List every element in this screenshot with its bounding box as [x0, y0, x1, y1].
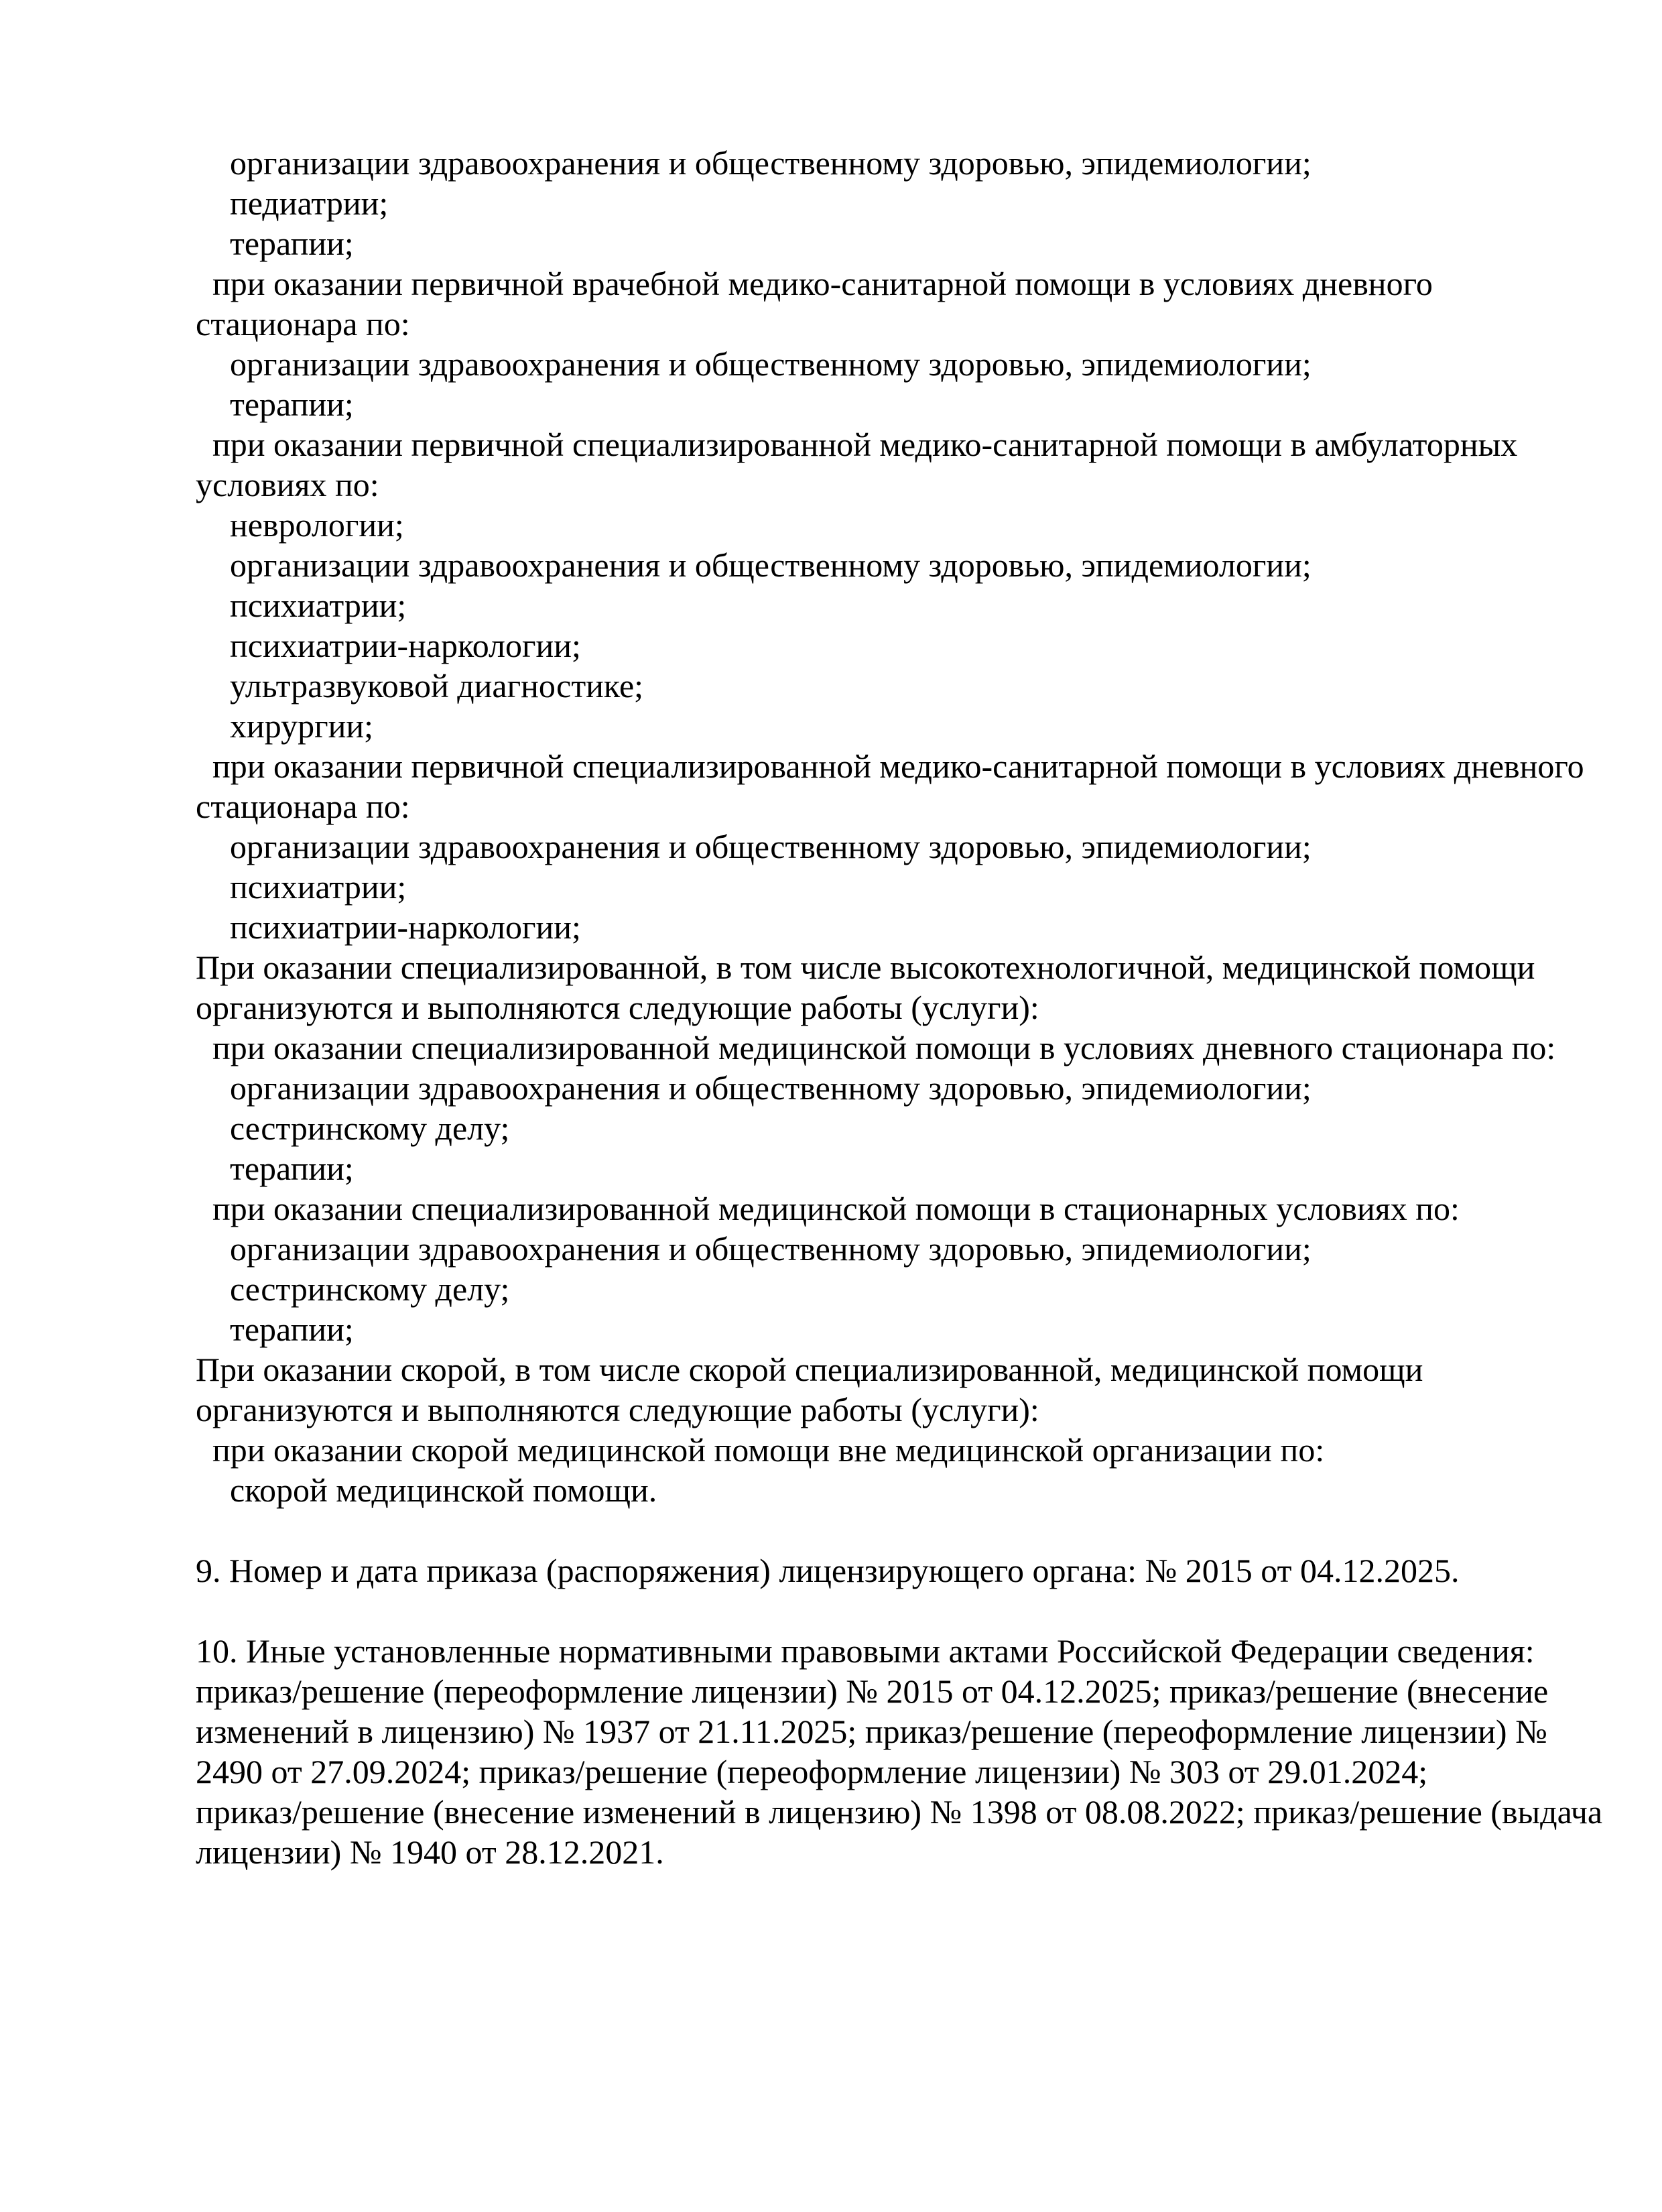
- blank-line: [196, 1510, 1570, 1550]
- text-line: 9. Номер и дата приказа (распоряжения) лицензирующего органа: № 2015 от 04.12.2025.: [196, 1552, 1460, 1589]
- text-line: терапии;: [230, 385, 354, 423]
- text-line: хирургии;: [230, 707, 374, 745]
- text-line: психиатрии;: [230, 868, 407, 906]
- text-line: ультразвуковой диагностике;: [230, 667, 644, 704]
- document-body: [196, 143, 1603, 1872]
- text-line: сестринскому делу;: [230, 1270, 510, 1308]
- text-line: терапии;: [230, 1310, 354, 1348]
- text-line: организации здравоохранения и общественному здоровью, эпидемиологии;: [230, 345, 1312, 383]
- text-line: изменений в лицензию) № 1937 от 21.11.2025; приказ/решение (переоформление лицензии) №: [196, 1713, 1547, 1750]
- text-line: организации здравоохранения и общественному здоровью, эпидемиологии;: [230, 144, 1312, 182]
- text-line: терапии;: [230, 225, 354, 262]
- text-line: при оказании скорой медицинской помощи вне медицинской организации по:: [212, 1431, 1325, 1469]
- text-line: лицензии) № 1940 от 28.12.2021.: [196, 1833, 664, 1871]
- text-line: При оказании скорой, в том числе скорой специализированной, медицинской помощи: [196, 1351, 1423, 1388]
- text-line: стационара по:: [196, 305, 410, 343]
- text-line: организации здравоохранения и общественному здоровью, эпидемиологии;: [230, 546, 1312, 584]
- text-line: приказ/решение (переоформление лицензии) № 2015 от 04.12.2025; приказ/решение (внесение: [196, 1672, 1549, 1710]
- text-line: скорой медицинской помощи.: [230, 1471, 657, 1509]
- text-line: при оказании специализированной медицинской помощи в стационарных условиях по:: [212, 1190, 1460, 1227]
- text-line: 2490 от 27.09.2024; приказ/решение (переоформление лицензии) № 303 от 29.01.2024;: [196, 1753, 1428, 1790]
- text-line: приказ/решение (внесение изменений в лицензию) № 1398 от 08.08.2022; приказ/решение (выдача: [196, 1793, 1603, 1831]
- text-line: неврологии;: [230, 506, 404, 544]
- text-line: При оказании специализированной, в том числе высокотехнологичной, медицинской помощи: [196, 948, 1535, 986]
- text-line: педиатрии;: [230, 184, 389, 222]
- blank-line: [196, 1591, 1570, 1631]
- text-line: терапии;: [230, 1150, 354, 1187]
- text-line: организации здравоохранения и общественному здоровью, эпидемиологии;: [230, 1069, 1312, 1107]
- text-line: при оказании первичной специализированной медико-санитарной помощи в амбулаторных: [212, 426, 1518, 463]
- text-line: психиатрии-наркологии;: [230, 627, 581, 664]
- text-line: стационара по:: [196, 788, 410, 825]
- text-line: 10. Иные установленные нормативными правовыми актами Российской Федерации сведения:: [196, 1632, 1535, 1670]
- text-line: психиатрии;: [230, 587, 407, 624]
- text-line: организуются и выполняются следующие работы (услуги):: [196, 989, 1039, 1026]
- text-line: организуются и выполняются следующие работы (услуги):: [196, 1391, 1039, 1428]
- text-line: при оказании специализированной медицинской помощи в условиях дневного стационара по:: [212, 1029, 1556, 1066]
- text-line: сестринскому делу;: [230, 1109, 510, 1147]
- text-line: при оказании первичной врачебной медико-санитарной помощи в условиях дневного: [212, 265, 1433, 302]
- text-line: условиях по:: [196, 466, 379, 503]
- text-line: психиатрии-наркологии;: [230, 908, 581, 946]
- text-line: организации здравоохранения и общественному здоровью, эпидемиологии;: [230, 828, 1312, 865]
- text-line: организации здравоохранения и общественному здоровью, эпидемиологии;: [230, 1230, 1312, 1268]
- text-line: при оказании первичной специализированной медико-санитарной помощи в условиях дневного: [212, 747, 1584, 785]
